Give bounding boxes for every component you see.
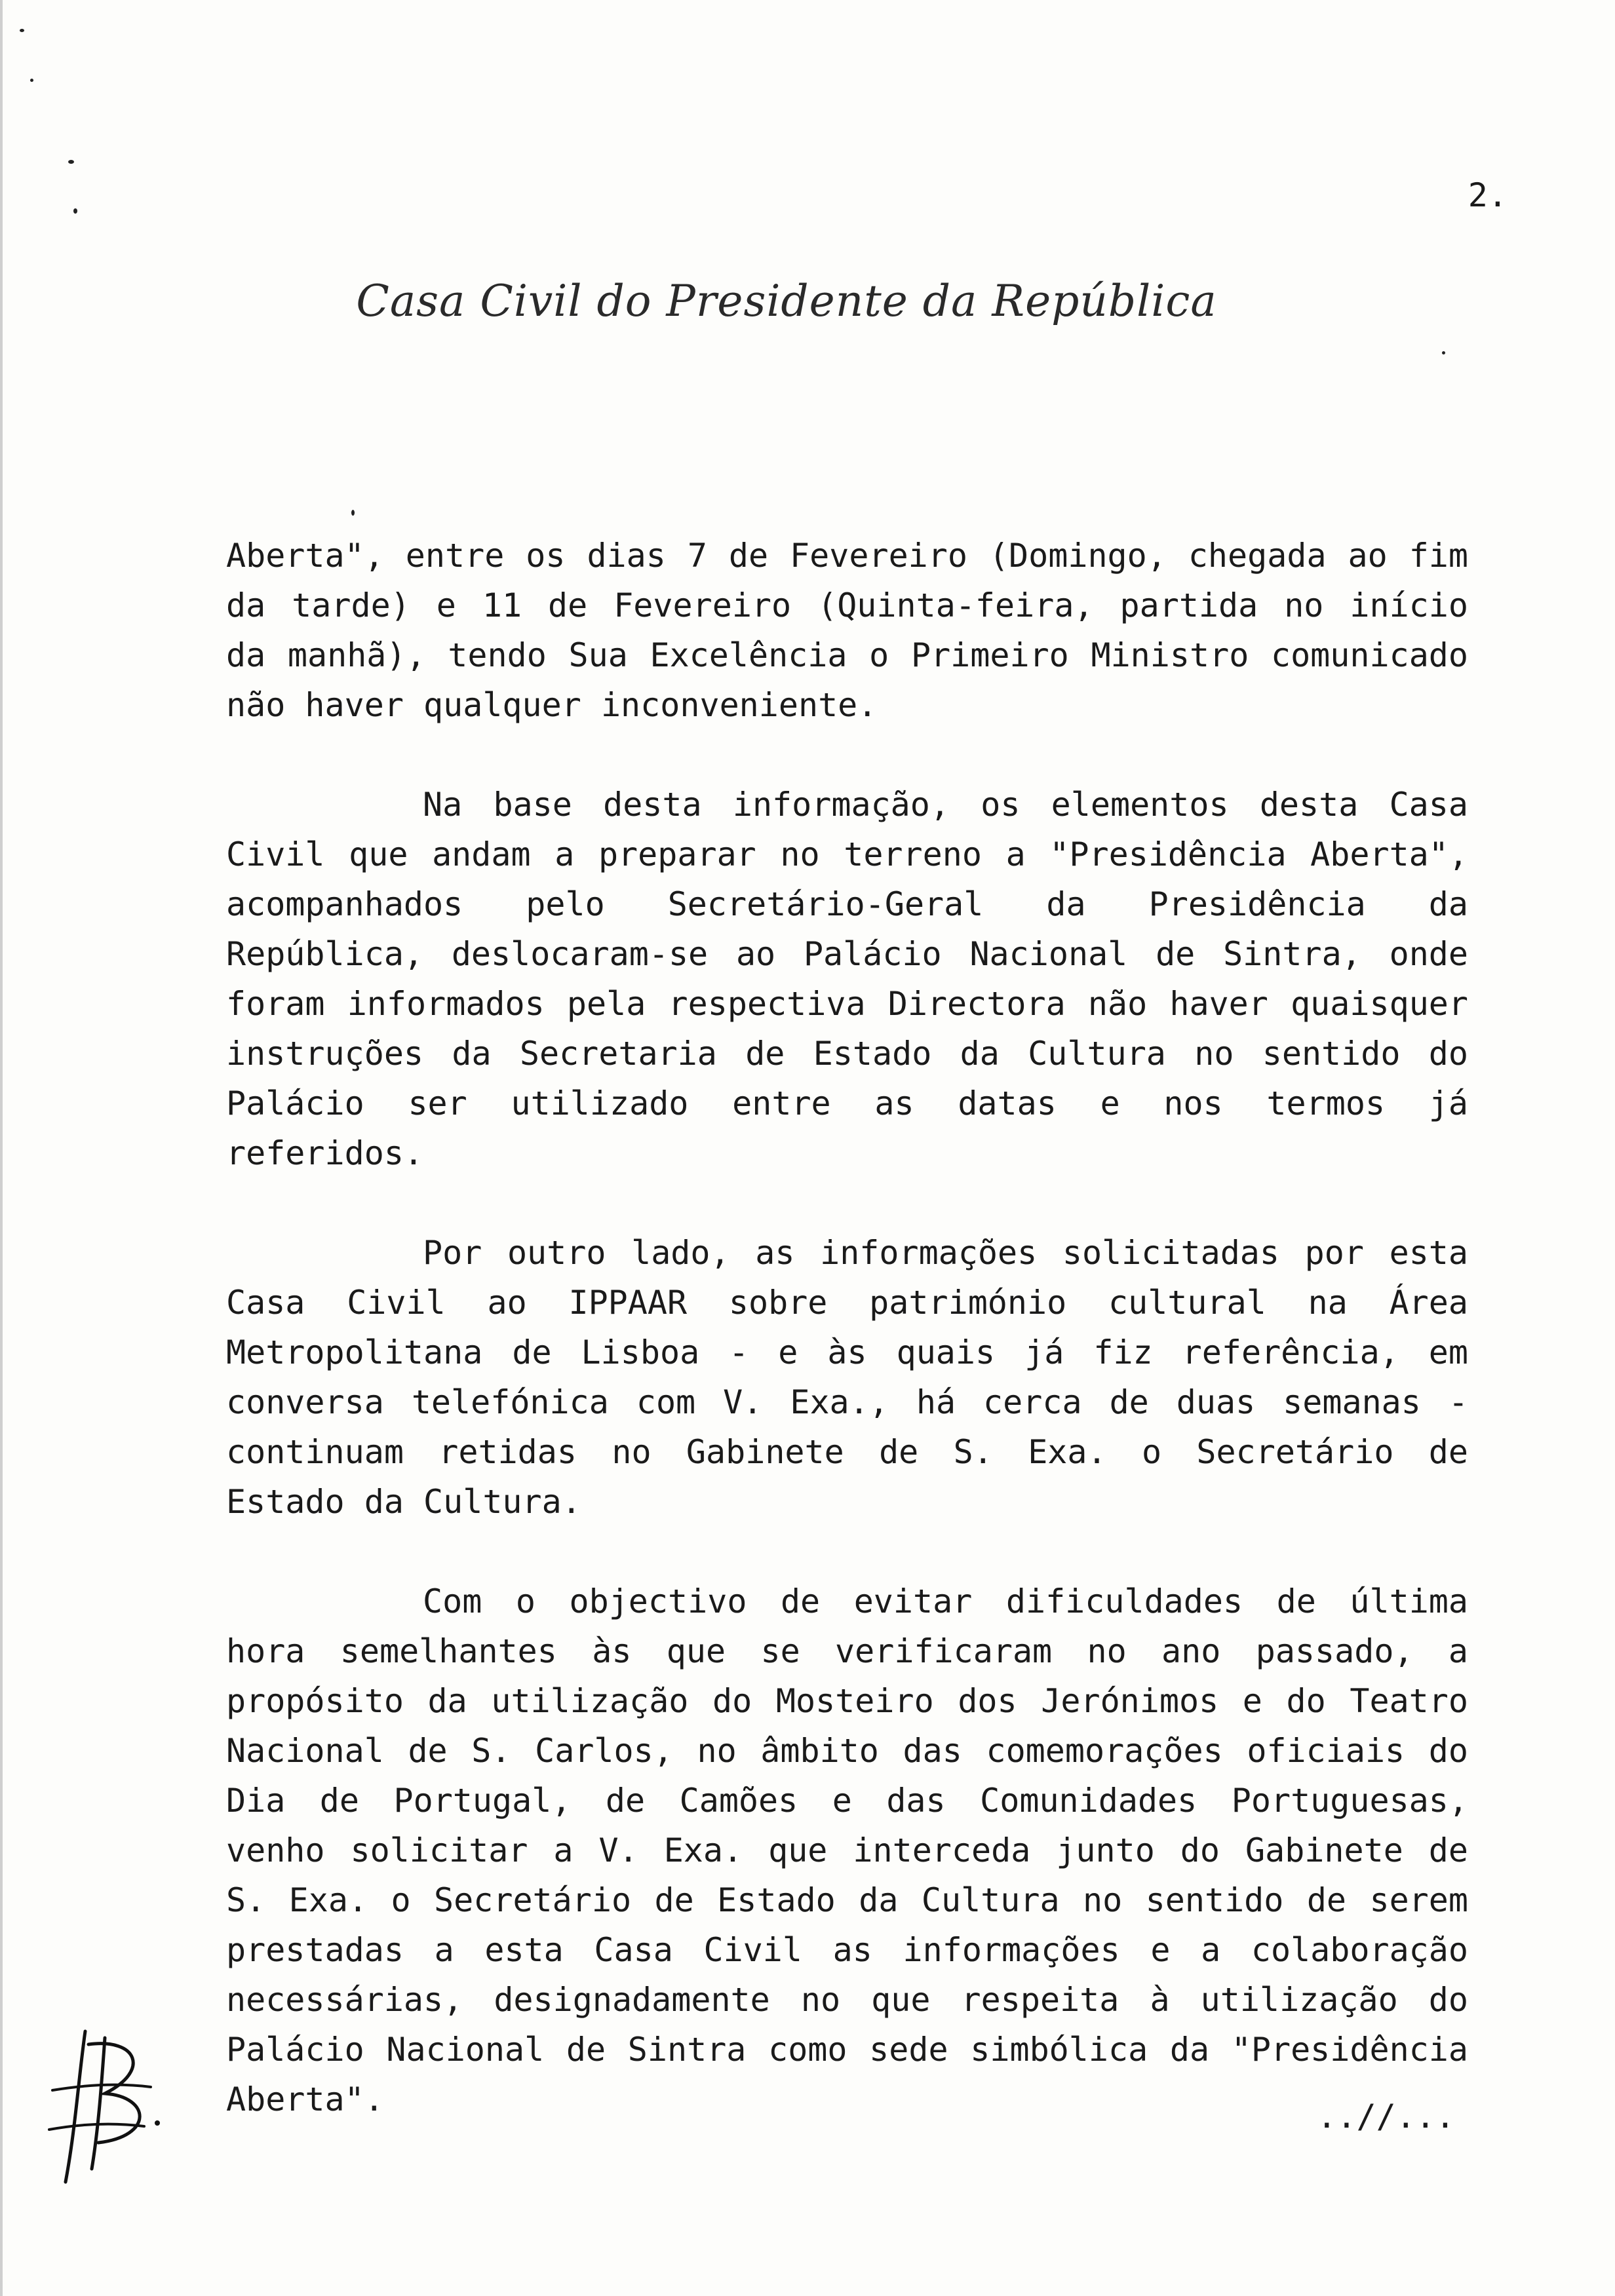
handwritten-initials-icon [39,2018,164,2189]
scan-speck [30,79,33,82]
letterhead: Casa Civil do Presidente da República [356,276,1217,326]
paragraph-1: Aberta", entre os dias 7 de Fevereiro (Domingo, chegada ao fim da tarde) e 11 de Fevereiro (Quinta-feira, partida no início da manhã), tendo Sua Excelência o Primeiro Ministro comunicado não haver qualquer inconveniente. [226,537,1468,724]
scan-speck [68,160,74,164]
scan-speck [20,29,24,32]
page-edge-shadow [0,0,3,2296]
continuation-mark: ..//... [1317,2097,1455,2135]
page-number: 2. [1468,176,1508,214]
paragraph-4: Com o objectivo de evitar dificuldades de última hora semelhantes às que se verificaram no ano passado, a propósito da utilização do Mosteiro dos Jerónimos e do Teatro Nacional de S. Carlos, no âmbito das comemorações oficiais do Dia de Portugal, de Camões e das Comunidades Portuguesas, venho solicitar a V. Exa. que interceda junto do Gabinete de S. Exa. o Secretário de Estado da Cultura no sentido de serem prestadas a esta Casa Civil as informações e a colaboração necessárias, designadamente no que respeita à utilização do Palácio Nacional de Sintra como sede simbólica da "Presidência Aberta". [226,1582,1468,2118]
letter-body [226,531,1468,2174]
scan-speck [73,208,77,214]
scan-speck [1442,351,1445,354]
paragraph-3: Por outro lado, as informações solicitadas por esta Casa Civil ao IPPAAR sobre património cultural na Área Metropolitana de Lisboa - e às quais já fiz referência, em conversa telefónica com V. Exa., há cerca de duas semanas - continuam retidas no Gabinete de S. Exa. o Secretário de Estado da Cultura. [226,1234,1468,1521]
paragraph-2: Na base desta informação, os elementos desta Casa Civil que andam a preparar no terreno a "Presidência Aberta", acompanhados pelo Secretário-Geral da Presidência da República, deslocaram-se ao Palácio Nacional de Sintra, onde foram informados pela respectiva Directora não haver quaisquer instruções da Secretaria de Estado da Cultura no sentido do Palácio ser utilizado entre as datas e nos termos já referidos. [226,786,1468,1172]
scan-speck [351,510,355,516]
